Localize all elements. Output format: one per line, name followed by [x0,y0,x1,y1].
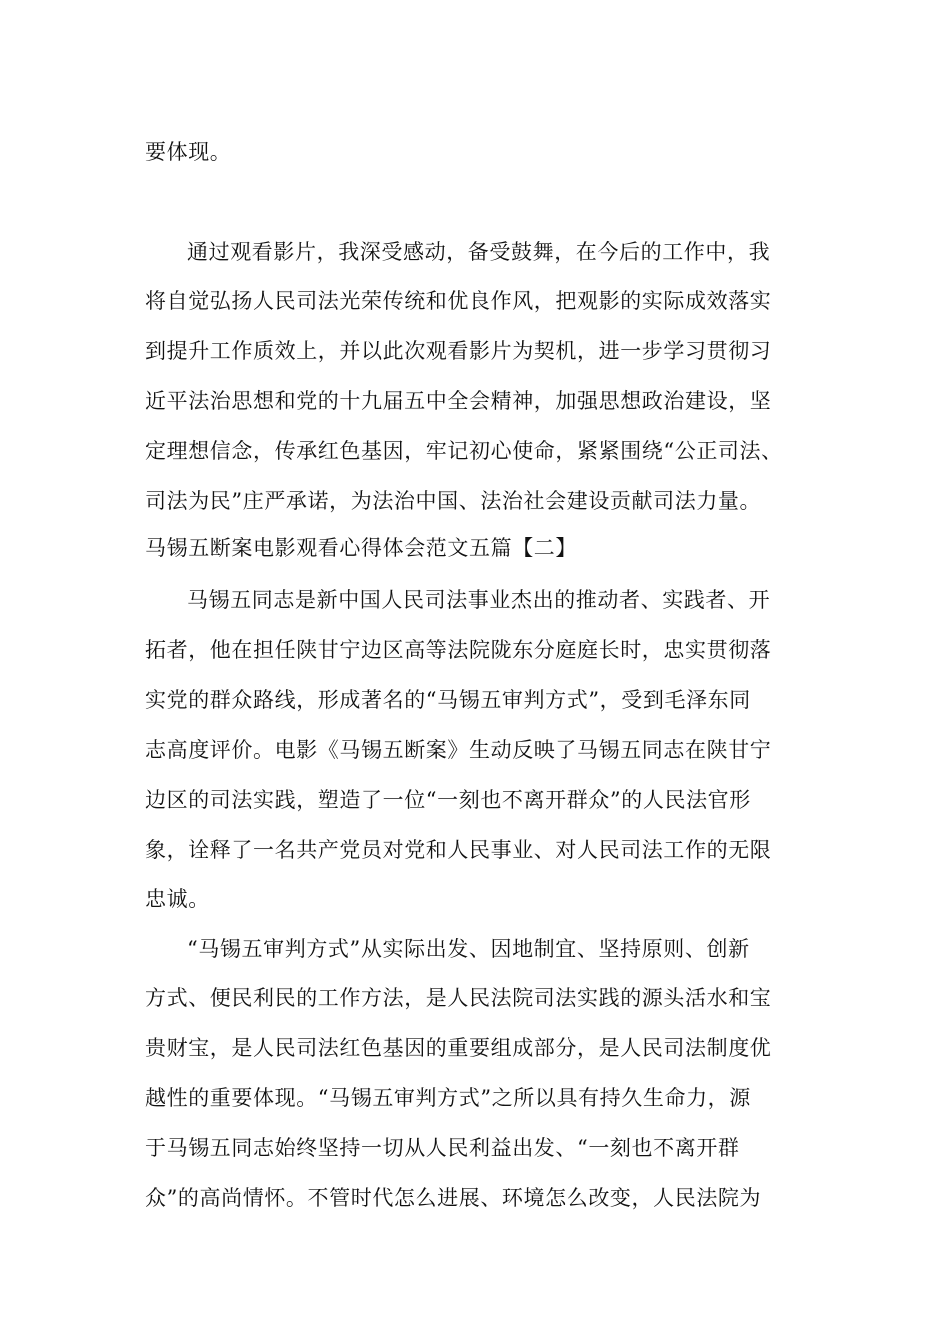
text-line: 司法为民”庄严承诺，为法治中国、法治社会建设贡献司法力量。 [145,489,762,513]
section-heading: 马锡五断案电影观看心得体会范文五篇【二】 [145,536,577,560]
text-line: 近平法治思想和党的十九届五中全会精神，加强思想政治建设，坚 [145,389,772,413]
text-line: 于马锡五同志始终坚持一切从人民利益出发、“一刻也不离开群 [145,1136,740,1160]
text-line: 志高度评价。电影《马锡五断案》生动反映了马锡五同志在陕甘宁 [145,738,772,762]
text-line: 要体现。 [145,140,232,164]
text-line: 马锡五同志是新中国人民司法事业杰出的推动者、实践者、开 [187,588,771,612]
text-line: 将自觉弘扬人民司法光荣传统和优良作风，把观影的实际成效落实 [145,289,772,313]
text-line: 方式、便民利民的工作方法，是人民法院司法实践的源头活水和宝 [145,986,772,1010]
text-line: 通过观看影片，我深受感动，备受鼓舞，在今后的工作中，我 [187,240,771,264]
text-line: 到提升工作质效上，并以此次观看影片为契机，进一步学习贯彻习 [145,339,772,363]
text-line: 贵财宝，是人民司法红色基因的重要组成部分，是人民司法制度优 [145,1036,772,1060]
text-line: 众”的高尚情怀。不管时代怎么进展、环境怎么改变，人民法院为 [145,1186,762,1210]
text-line: “马锡五审判方式”从实际出发、因地制宜、坚持原则、创新 [187,937,750,961]
text-line: 象，诠释了一名共产党员对党和人民事业、对人民司法工作的无限 [145,838,772,862]
text-line: 拓者，他在担任陕甘宁边区高等法院陇东分庭庭长时，忠实贯彻落 [145,638,772,662]
text-line: 实党的群众路线，形成著名的“马锡五审判方式”，受到毛泽东同 [145,688,751,712]
text-line: 定理想信念，传承红色基因，牢记初心使命，紧紧围绕“公正司法、 [145,439,783,463]
text-line: 边区的司法实践，塑造了一位“一刻也不离开群众”的人民法官形 [145,788,751,812]
text-line: 忠诚。 [145,887,210,911]
text-line: 越性的重要体现。“马锡五审判方式”之所以具有持久生命力，源 [145,1086,751,1110]
